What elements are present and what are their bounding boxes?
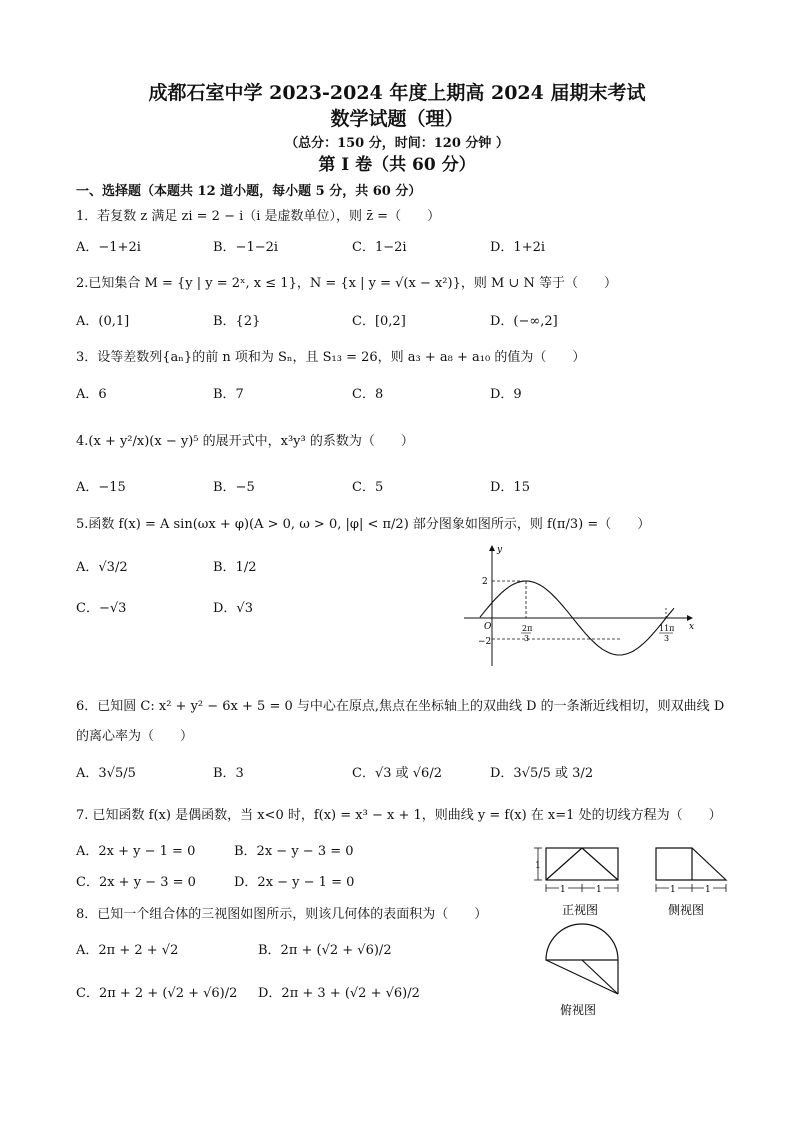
q3-option-b: B．7 — [213, 387, 244, 402]
side-width-right-label: 1 — [705, 885, 711, 895]
question-6-stem-line1: 6．已知圆 C: x² + y² − 6x + 5 = 0 与中心在原点,焦点在坐标轴上的双曲线 D 的一条渐近线相切，则双曲线 D — [76, 699, 725, 714]
question-6-stem-line2: 的离心率为（ ） — [76, 729, 194, 744]
q6-option-a: A．3√5/5 — [76, 766, 136, 781]
q5-option-c: C．−√3 — [76, 601, 127, 616]
q5-option-d: D．√3 — [213, 601, 253, 616]
top-view — [546, 924, 618, 1017]
front-height-label: 1 — [535, 861, 541, 871]
side-width-left-label: 1 — [670, 885, 676, 895]
question-1-stem: 1．若复数 z 满足 zi = 2 − i（i 是虚数单位），则 z̄ =（ ） — [76, 209, 441, 224]
question-3-stem: 3．设等差数列{aₙ}的前 n 项和为 Sₙ，且 S₁₃ = 26，则 a₃ + a₈ + a₁₀ 的值为（ ） — [76, 350, 586, 365]
x-tick-11pi3-den: 3 — [664, 634, 670, 643]
q5-option-a: A．√3/2 — [76, 560, 128, 575]
q2-option-c: C．[0,2] — [352, 314, 406, 329]
q7-option-d: D．2x − y − 1 = 0 — [234, 875, 355, 890]
side-view — [656, 848, 726, 917]
front-view — [534, 848, 618, 917]
q6-option-d: D．3√5/5 或 3/2 — [490, 766, 594, 781]
q7-option-c: C．2x + y − 3 = 0 — [76, 875, 196, 890]
q7-option-b: B．2x − y − 3 = 0 — [234, 844, 354, 859]
q8-option-a: A．2π + 2 + √2 — [76, 943, 179, 958]
question-4-stem: 4.(x + y²/x)(x − y)⁵ 的展开式中，x³y³ 的系数为（ ） — [76, 434, 414, 449]
q2-option-b: B．{2} — [213, 314, 261, 329]
sine-graph — [460, 542, 700, 670]
front-width-left-label: 1 — [560, 885, 566, 895]
q3-option-d: D．9 — [490, 387, 522, 402]
q7-option-a: A．2x + y − 1 = 0 — [76, 844, 196, 859]
q2-option-a: A．(0,1] — [76, 314, 130, 329]
q6-option-c: C．√3 或 √6/2 — [352, 766, 442, 781]
q1-option-b: B．−1−2i — [213, 240, 279, 255]
question-5-stem: 5.函数 f(x) = A sin(ωx + φ)(A > 0, ω > 0, |φ| < π/2) 部分图象如图所示，则 f(π/3) =（ ） — [76, 517, 651, 532]
front-width-right-label: 1 — [596, 885, 602, 895]
top-view-label: 俯视图 — [560, 1003, 597, 1017]
q2-option-d: D．(−∞,2] — [490, 314, 558, 329]
q3-option-a: A．6 — [76, 387, 107, 402]
y-axis-label: y — [497, 545, 503, 555]
q3-option-c: C．8 — [352, 387, 384, 402]
q1-option-c: C．1−2i — [352, 240, 407, 255]
q8-option-c: C．2π + 2 + (√2 + √6)/2 — [76, 986, 238, 1001]
question-2-stem: 2.已知集合 M = {y | y = 2ˣ, x ≤ 1}，N = {x | y = √(x − x²)}，则 M ∪ N 等于（ ） — [76, 276, 617, 291]
three-view-diagram — [526, 842, 732, 1020]
exam-title: 成都石室中学 2023-2024 年度上期高 2024 届期末考试 — [148, 82, 646, 104]
exam-subtitle: 数学试题（理） — [330, 108, 464, 130]
x-axis-label: x — [689, 622, 695, 632]
q8-option-b: B．2π + (√2 + √6)/2 — [258, 943, 392, 958]
x-tick-11pi3-num: 11π — [659, 624, 675, 633]
part-title: 第 I 卷（共 60 分） — [318, 155, 476, 175]
q4-option-b: B．−5 — [213, 480, 255, 495]
q4-option-a: A．−15 — [76, 480, 126, 495]
y-max-label: 2 — [482, 577, 488, 587]
y-min-label: −2 — [478, 637, 492, 647]
section-heading: 一、选择题（本题共 12 道小题，每小题 5 分，共 60 分） — [76, 184, 422, 199]
q4-option-c: C．5 — [352, 480, 384, 495]
question-8-stem: 8．已知一个组合体的三视图如图所示，则该几何体的表面积为（ ） — [76, 907, 488, 922]
side-view-label: 侧视图 — [668, 903, 705, 917]
q1-option-d: D．1+2i — [490, 240, 546, 255]
q1-option-a: A．−1+2i — [76, 240, 141, 255]
origin-label: O — [484, 622, 492, 632]
q4-option-d: D．15 — [490, 480, 530, 495]
exam-info: （总分：150 分，时间：120 分钟 ） — [285, 136, 509, 151]
front-view-label: 正视图 — [562, 903, 599, 917]
q6-option-b: B．3 — [213, 766, 244, 781]
x-tick-2pi3-den: 3 — [524, 634, 530, 643]
x-tick-2pi3-num: 2π — [522, 624, 533, 633]
q5-option-b: B．1/2 — [213, 560, 257, 575]
question-7-stem: 7. 已知函数 f(x) 是偶函数，当 x<0 时，f(x) = x³ − x + 1，则曲线 y = f(x) 在 x=1 处的切线方程为（ ） — [76, 808, 722, 823]
q8-option-d: D．2π + 3 + (√2 + √6)/2 — [258, 986, 420, 1001]
